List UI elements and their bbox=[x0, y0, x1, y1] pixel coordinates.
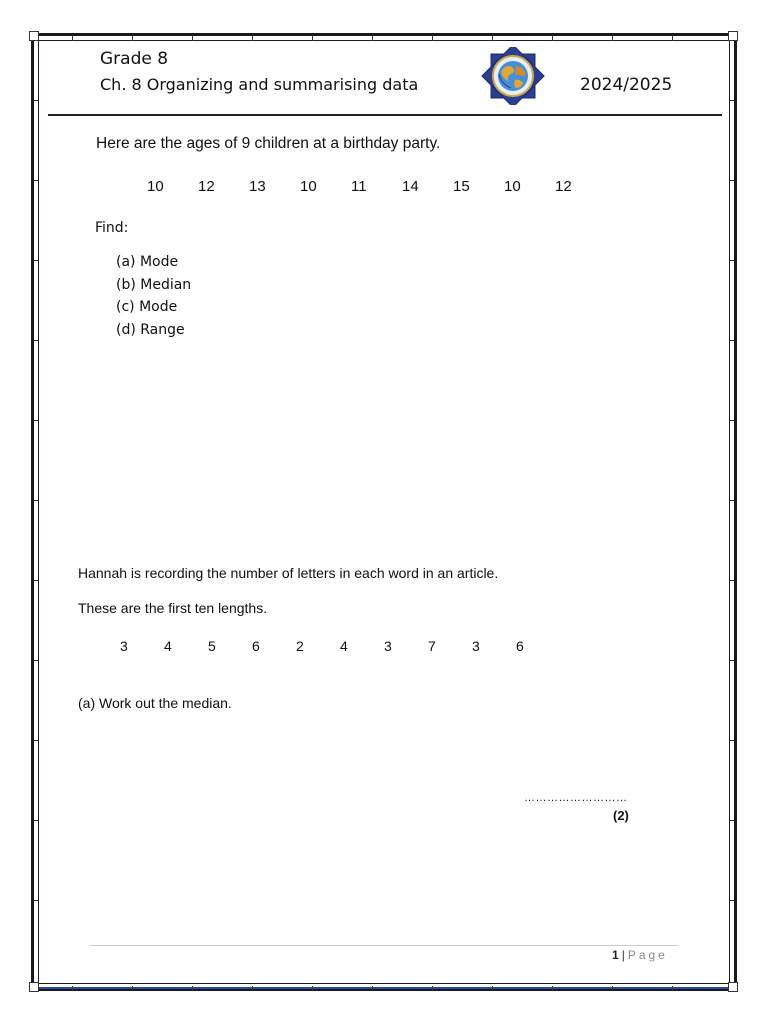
question1-intro: Here are the ages of 9 children at a birthday party. bbox=[96, 135, 441, 152]
border-tick bbox=[132, 36, 133, 41]
border-corner-top-right bbox=[728, 31, 738, 41]
question2-value: 2 bbox=[296, 638, 304, 654]
question1-part-b: (b) Median bbox=[116, 276, 192, 293]
border-tick bbox=[34, 260, 39, 261]
border-corner-top-left bbox=[29, 31, 39, 41]
marks-label: (2) bbox=[613, 808, 629, 823]
page-number bbox=[612, 948, 668, 962]
page-label: Page bbox=[627, 948, 668, 962]
question1-value: 10 bbox=[300, 178, 317, 195]
border-corner-bottom-left bbox=[29, 982, 39, 992]
border-tick bbox=[730, 260, 735, 261]
border-tick bbox=[34, 740, 39, 741]
border-tick bbox=[432, 986, 433, 991]
border-tick bbox=[730, 500, 735, 501]
border-tick bbox=[672, 36, 673, 41]
border-tick bbox=[672, 986, 673, 991]
border-tick bbox=[730, 340, 735, 341]
question2-value: 7 bbox=[428, 638, 436, 654]
school-emblem-globe-icon bbox=[477, 47, 549, 105]
question1-value: 14 bbox=[402, 178, 419, 195]
border-tick bbox=[34, 580, 39, 581]
question2-value: 4 bbox=[340, 638, 348, 654]
border-tick bbox=[34, 420, 39, 421]
question1-value: 10 bbox=[147, 178, 164, 195]
border-tick bbox=[34, 820, 39, 821]
border-tick bbox=[552, 986, 553, 991]
border-tick bbox=[34, 660, 39, 661]
border-tick bbox=[72, 36, 73, 41]
border-tick bbox=[372, 36, 373, 41]
question1-find-label: Find: bbox=[95, 220, 129, 236]
page-border-accent bbox=[35, 987, 733, 989]
page-number-value: 1 bbox=[612, 948, 619, 962]
question2-value: 3 bbox=[120, 638, 128, 654]
question1-value: 13 bbox=[249, 178, 266, 195]
question2-value: 3 bbox=[384, 638, 392, 654]
border-tick bbox=[34, 500, 39, 501]
border-tick bbox=[34, 100, 39, 101]
border-tick bbox=[192, 36, 193, 41]
header-divider bbox=[48, 114, 722, 116]
question2-value: 6 bbox=[516, 638, 524, 654]
header-school-year: 2024/2025 bbox=[580, 75, 673, 95]
border-tick bbox=[34, 180, 39, 181]
border-tick bbox=[72, 986, 73, 991]
border-tick bbox=[730, 580, 735, 581]
border-tick bbox=[730, 180, 735, 181]
border-tick bbox=[372, 986, 373, 991]
question2-value: 6 bbox=[252, 638, 260, 654]
footer-divider bbox=[90, 945, 678, 946]
border-tick bbox=[312, 36, 313, 41]
question2-subtext: These are the first ten lengths. bbox=[78, 600, 268, 616]
border-tick bbox=[730, 740, 735, 741]
header-chapter-title: Ch. 8 Organizing and summarising data bbox=[100, 75, 419, 94]
question1-part-d: (d) Range bbox=[116, 321, 185, 338]
border-tick bbox=[192, 986, 193, 991]
question1-parts bbox=[116, 251, 191, 341]
question1-values bbox=[147, 178, 606, 195]
border-tick bbox=[730, 420, 735, 421]
question1-value: 12 bbox=[555, 178, 572, 195]
border-tick bbox=[730, 660, 735, 661]
border-tick bbox=[312, 986, 313, 991]
question2-part-a: (a) Work out the median. bbox=[78, 695, 232, 711]
answer-line: ……………………… bbox=[524, 792, 628, 804]
header-grade: Grade 8 bbox=[100, 49, 169, 69]
border-tick bbox=[432, 36, 433, 41]
question2-value: 3 bbox=[472, 638, 480, 654]
question1-part-c: (c) Mode bbox=[116, 299, 178, 315]
question1-value: 15 bbox=[453, 178, 470, 195]
question1-part-a: (a) Mode bbox=[116, 254, 179, 270]
question2-value: 4 bbox=[164, 638, 172, 654]
border-corner-bottom-right bbox=[728, 982, 738, 992]
question2-intro: Hannah is recording the number of letters in each word in an article. bbox=[78, 565, 499, 581]
border-tick bbox=[612, 36, 613, 41]
border-tick bbox=[730, 900, 735, 901]
border-tick bbox=[492, 36, 493, 41]
question1-value: 11 bbox=[351, 178, 367, 195]
border-tick bbox=[34, 340, 39, 341]
border-tick bbox=[492, 986, 493, 991]
page-number-separator: | bbox=[621, 948, 625, 962]
question2-values bbox=[120, 638, 560, 654]
border-tick bbox=[132, 986, 133, 991]
question1-value: 12 bbox=[198, 178, 215, 195]
border-tick bbox=[730, 100, 735, 101]
border-tick bbox=[612, 986, 613, 991]
border-tick bbox=[34, 900, 39, 901]
question1-value: 10 bbox=[504, 178, 521, 195]
border-tick bbox=[252, 986, 253, 991]
border-tick bbox=[252, 36, 253, 41]
border-tick bbox=[730, 820, 735, 821]
question2-value: 5 bbox=[208, 638, 216, 654]
border-tick bbox=[552, 36, 553, 41]
